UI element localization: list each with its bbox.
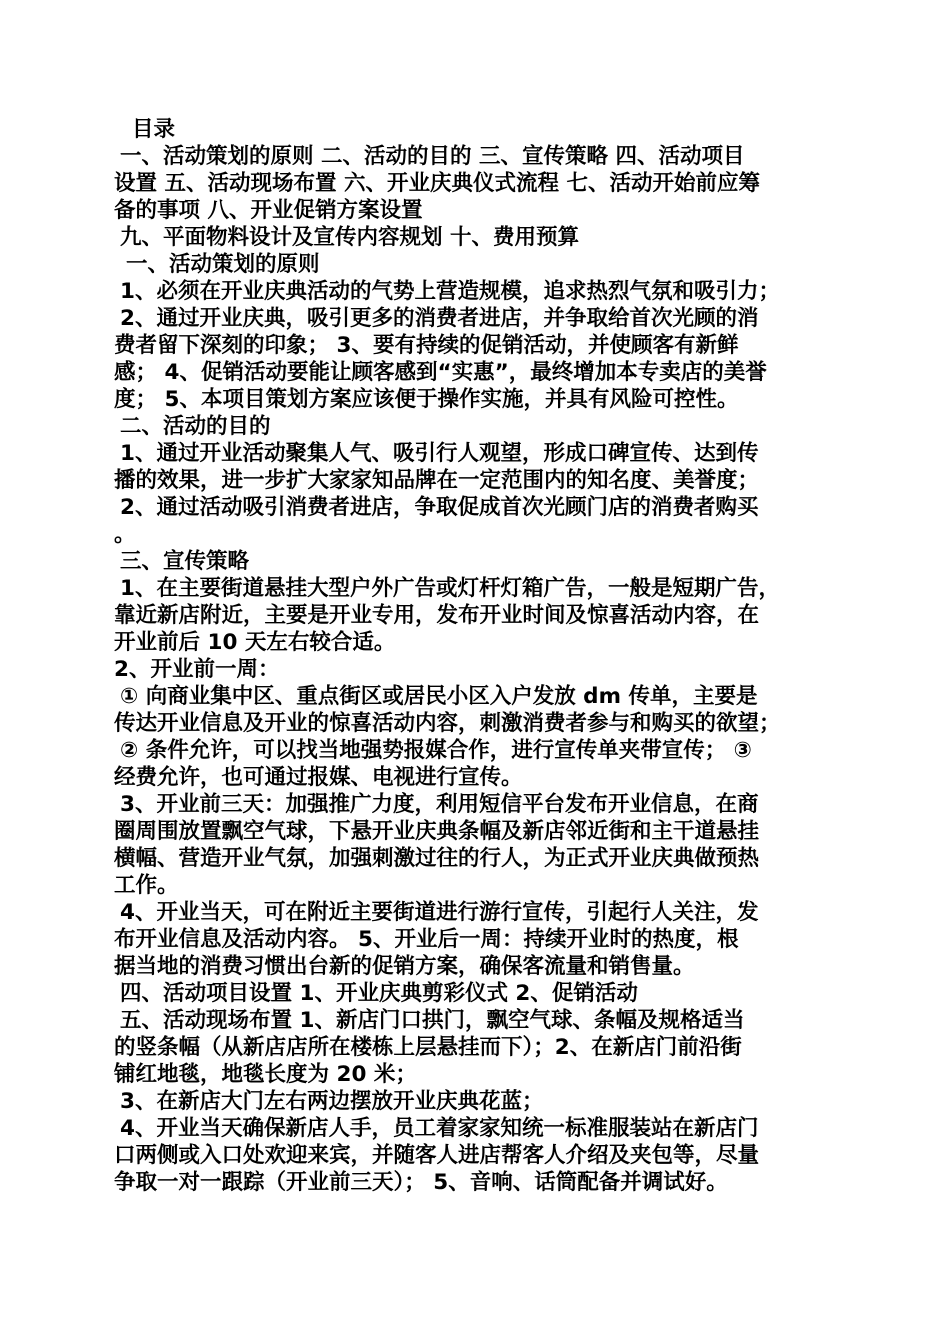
text-line: ② 条件允许，可以找当地强势报媒合作，进行宣传单夹带宣传； ③ [120, 738, 752, 763]
text-line: 口两侧或入口处欢迎来宾，并随客人进店帮客人介绍及夹包等，尽量 [114, 1143, 760, 1168]
text-line: 播的效果，进一步扩大家家知品牌在一定范围内的知名度、美誉度； [114, 468, 760, 493]
text-line: 4、开业当天确保新店人手，员工着家家知统一标准服装站在新店门 [120, 1116, 759, 1141]
text-line: 铺红地毯，地毯长度为 20 米； [114, 1062, 417, 1087]
text-line: 五、活动现场布置 1、新店门口拱门，飘空气球、条幅及规格适当 [120, 1008, 745, 1033]
text-line: 1、在主要街道悬挂大型户外广告或灯杆灯箱广告，一般是短期广告， [120, 576, 780, 601]
text-line: 3、开业前三天：加强推广力度，利用短信平台发布开业信息，在商 [120, 792, 759, 817]
text-line: 三、宣传策略 [120, 549, 250, 574]
text-line: 2、通过活动吸引消费者进店，争取促成首次光顾门店的消费者购买 [120, 495, 759, 520]
text-line: 四、活动项目设置 1、开业庆典剪彩仪式 2、促销活动 [120, 981, 638, 1006]
text-line: 九、平面物料设计及宣传内容规划 十、费用预算 [120, 225, 579, 250]
text-line: 1、必须在开业庆典活动的气势上营造规模，追求热烈气氛和吸引力； [120, 279, 780, 304]
text-line: 的竖条幅（从新店店所在楼栋上层悬挂而下）；2、在新店门前沿街 [114, 1035, 742, 1060]
text-line: 感； 4、促销活动要能让顾客感到“实惠”，最终增加本专卖店的美誉 [114, 360, 767, 385]
text-line: 2、通过开业庆典，吸引更多的消费者进店，并争取给首次光顾的消 [120, 306, 759, 331]
text-line: 圈周围放置飘空气球，下悬开业庆典条幅及新店邻近街和主干道悬挂 [114, 819, 760, 844]
document-body [114, 116, 844, 1196]
text-line: 工作。 [114, 873, 179, 898]
text-line: 4、开业当天，可在附近主要街道进行游行宣传，引起行人关注，发 [120, 900, 759, 925]
text-line: 目录 [132, 117, 176, 142]
text-line: 3、在新店大门左右两边摆放开业庆典花蓝； [120, 1089, 544, 1114]
text-line: 度； 5、本项目策划方案应该便于操作实施，并具有风险可控性。 [114, 387, 739, 412]
text-line: 布开业信息及活动内容。 5、开业后一周：持续开业时的热度，根 [114, 927, 739, 952]
text-line: 2、开业前一周： [114, 657, 280, 682]
text-line: 费者留下深刻的印象； 3、要有持续的促销活动，并使顾客有新鲜 [114, 333, 739, 358]
text-line: 一、活动策划的原则 [126, 252, 320, 277]
text-line: 一、活动策划的原则 二、活动的目的 三、宣传策略 四、活动项目 [120, 144, 745, 169]
text-line: 靠近新店附近，主要是开业专用，发布开业时间及惊喜活动内容，在 [114, 603, 760, 628]
text-line: 开业前后 10 天左右较合适。 [114, 630, 396, 655]
text-line: 经费允许，也可通过报媒、电视进行宣传。 [114, 765, 523, 790]
text-line: ① 向商业集中区、重点街区或居民小区入户发放 dm 传单，主要是 [120, 684, 758, 709]
text-line: 设置 五、活动现场布置 六、开业庆典仪式流程 七、活动开始前应筹 [114, 171, 760, 196]
text-line: 横幅、营造开业气氛，加强刺激过往的行人，为正式开业庆典做预热 [114, 846, 760, 871]
text-line: 。 [114, 522, 136, 547]
text-line: 二、活动的目的 [120, 414, 271, 439]
text-line: 争取一对一跟踪（开业前三天）； 5、音响、话筒配备并调试好。 [114, 1170, 728, 1195]
text-line: 1、通过开业活动聚集人气、吸引行人观望，形成口碑宣传、达到传 [120, 441, 759, 466]
text-line: 据当地的消费习惯出台新的促销方案，确保客流量和销售量。 [114, 954, 695, 979]
text-line: 传达开业信息及开业的惊喜活动内容，刺激消费者参与和购买的欲望； [114, 711, 781, 736]
text-line: 备的事项 八、开业促销方案设置 [114, 198, 423, 223]
